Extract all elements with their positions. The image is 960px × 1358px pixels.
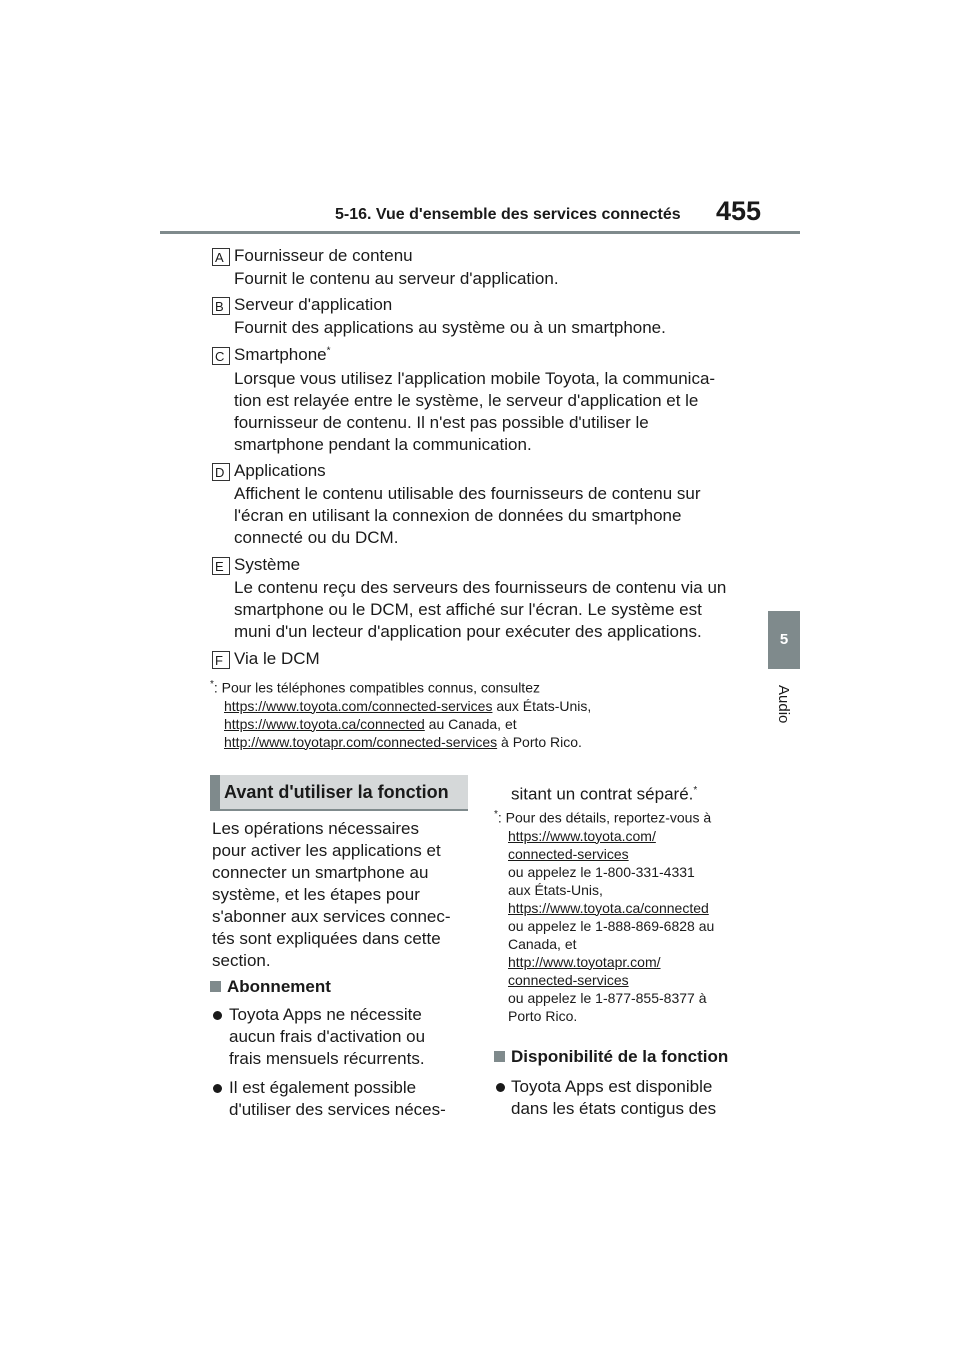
item-name: Serveur d'application [234,295,393,314]
item-desc [234,577,754,643]
desc-line: fournisseur de contenu. Il n'est pas possible d'utiliser le [234,413,649,432]
footnote-text: : Pour les téléphones compatibles connus, consultez [213,679,540,696]
footnote-text: aux États-Unis, [508,881,603,898]
text-line: connecter un smartphone au [212,863,429,882]
square-bullet-icon [210,981,221,992]
desc-line: smartphone ou le DCM, est affiché sur l'écran. Le système est [234,600,702,619]
badge-c: C [212,347,230,365]
desc-line: Le contenu reçu des serveurs des fournisseurs de contenu via un [234,578,727,597]
section-rule [210,809,468,811]
desc-line: Lorsque vous utilisez l'application mobile Toyota, la communica- [234,369,716,388]
item-name [234,345,331,365]
footnote-text: Porto Rico. [508,1007,578,1024]
header-rule [160,231,800,234]
badge-f: F [212,651,230,669]
section-heading-text: Avant d'utiliser la fonction [224,782,449,802]
text-line: Toyota Apps est disponible [511,1077,713,1096]
link-toyota-ca[interactable]: https://www.toyota.ca/connected [224,715,425,732]
bullet-text [511,1076,751,1120]
text-line: Toyota Apps ne nécessite [229,1005,422,1024]
text-line: système, et les étapes pour [212,885,420,904]
text-line: aucun frais d'activation ou [229,1027,426,1046]
text-line: d'utiliser des services néces- [229,1100,446,1119]
section-title: 5-16. Vue d'ensemble des services connectés [335,206,681,223]
footnote [494,806,754,1025]
subheading-disponibilite [494,1047,728,1067]
bullet-icon [496,1083,505,1092]
text-line: sitant un contrat séparé. [511,784,694,804]
badge-d: D [212,463,230,481]
bullet-continuation [511,780,697,806]
subheading-text: Abonnement [227,977,331,996]
link-toyota-us[interactable]: https://www.toyota.com/connected-services [224,697,493,714]
bullet-text [229,1004,469,1070]
link-toyota-pr[interactable]: http://www.toyotapr.com/connected-services [224,733,498,750]
badge-a: A [212,248,230,266]
bullet-text [229,1077,469,1121]
item-name: Applications [234,461,326,480]
chapter-tab: 5 [768,611,800,669]
bullet-icon [213,1084,222,1093]
link-toyota-us[interactable]: connected-services [508,845,629,862]
footnote-marker: * [693,785,698,796]
footnote [210,676,750,751]
footnote-text: : Pour des détails, reportez-vous à [497,809,712,826]
subheading-abonnement [210,977,331,997]
link-toyota-us[interactable]: https://www.toyota.com/ [508,827,656,844]
desc-line: smartphone pendant la communication. [234,435,532,454]
item-name: Via le DCM [234,649,320,668]
footnote-text: à Porto Rico. [497,733,582,750]
page-number: 455 [716,196,762,226]
desc-line: muni d'un lecteur d'application pour exécuter des applications. [234,622,702,641]
item-name-text: Smartphone [234,345,327,364]
square-bullet-icon [494,1051,505,1062]
footnote-text: Canada, et [508,935,577,952]
desc-line: l'écran en utilisant la connexion de données du smartphone [234,506,682,525]
item-desc [234,317,754,339]
subheading-text: Disponibilité de la fonction [511,1047,729,1066]
bullet-icon [213,1011,222,1020]
text-line: pour activer les applications et [212,841,441,860]
footnote-text: au Canada, et [424,715,517,732]
footnote-text: ou appelez le 1-877-855-8377 à [508,989,707,1006]
text-line: frais mensuels récurrents. [229,1049,425,1068]
footnote-text: aux États-Unis, [492,697,592,714]
intro-paragraph [212,818,472,972]
item-name: Fournisseur de contenu [234,246,413,265]
item-desc [234,368,754,456]
badge-e: E [212,557,230,575]
desc-line: connecté ou du DCM. [234,528,399,547]
desc-line: Fournit le contenu au serveur d'application. [234,269,559,288]
link-toyota-pr[interactable]: connected-services [508,971,629,988]
chapter-label-text: Audio [775,685,792,724]
item-name: Système [234,555,301,574]
text-line: tés sont expliquées dans cette [212,929,441,948]
item-desc [234,483,754,549]
text-line: dans les états contigus des [511,1099,717,1118]
text-line: Il est également possible [229,1078,417,1097]
desc-line: Fournit des applications au système ou à un smartphone. [234,318,666,337]
desc-line: Affichent le contenu utilisable des fournisseurs de contenu sur [234,484,701,503]
text-line: section. [212,951,271,970]
footnote-marker: * [494,809,498,820]
item-desc [234,268,754,290]
desc-line: tion est relayée entre le système, le serveur d'application et le [234,391,699,410]
section-heading [210,775,468,809]
text-line: Les opérations nécessaires [212,819,419,838]
footnote-text: ou appelez le 1-888-869-6828 au [508,917,715,934]
footnote-marker: * [326,345,331,357]
footnote-text: ou appelez le 1-800-331-4331 [508,863,695,880]
link-toyota-ca[interactable]: https://www.toyota.ca/connected [508,899,709,916]
link-toyota-pr[interactable]: http://www.toyotapr.com/ [508,953,661,970]
badge-b: B [212,297,230,315]
chapter-label [770,685,798,745]
text-line: s'abonner aux services connec- [212,907,451,926]
footnote-marker: * [210,679,214,690]
